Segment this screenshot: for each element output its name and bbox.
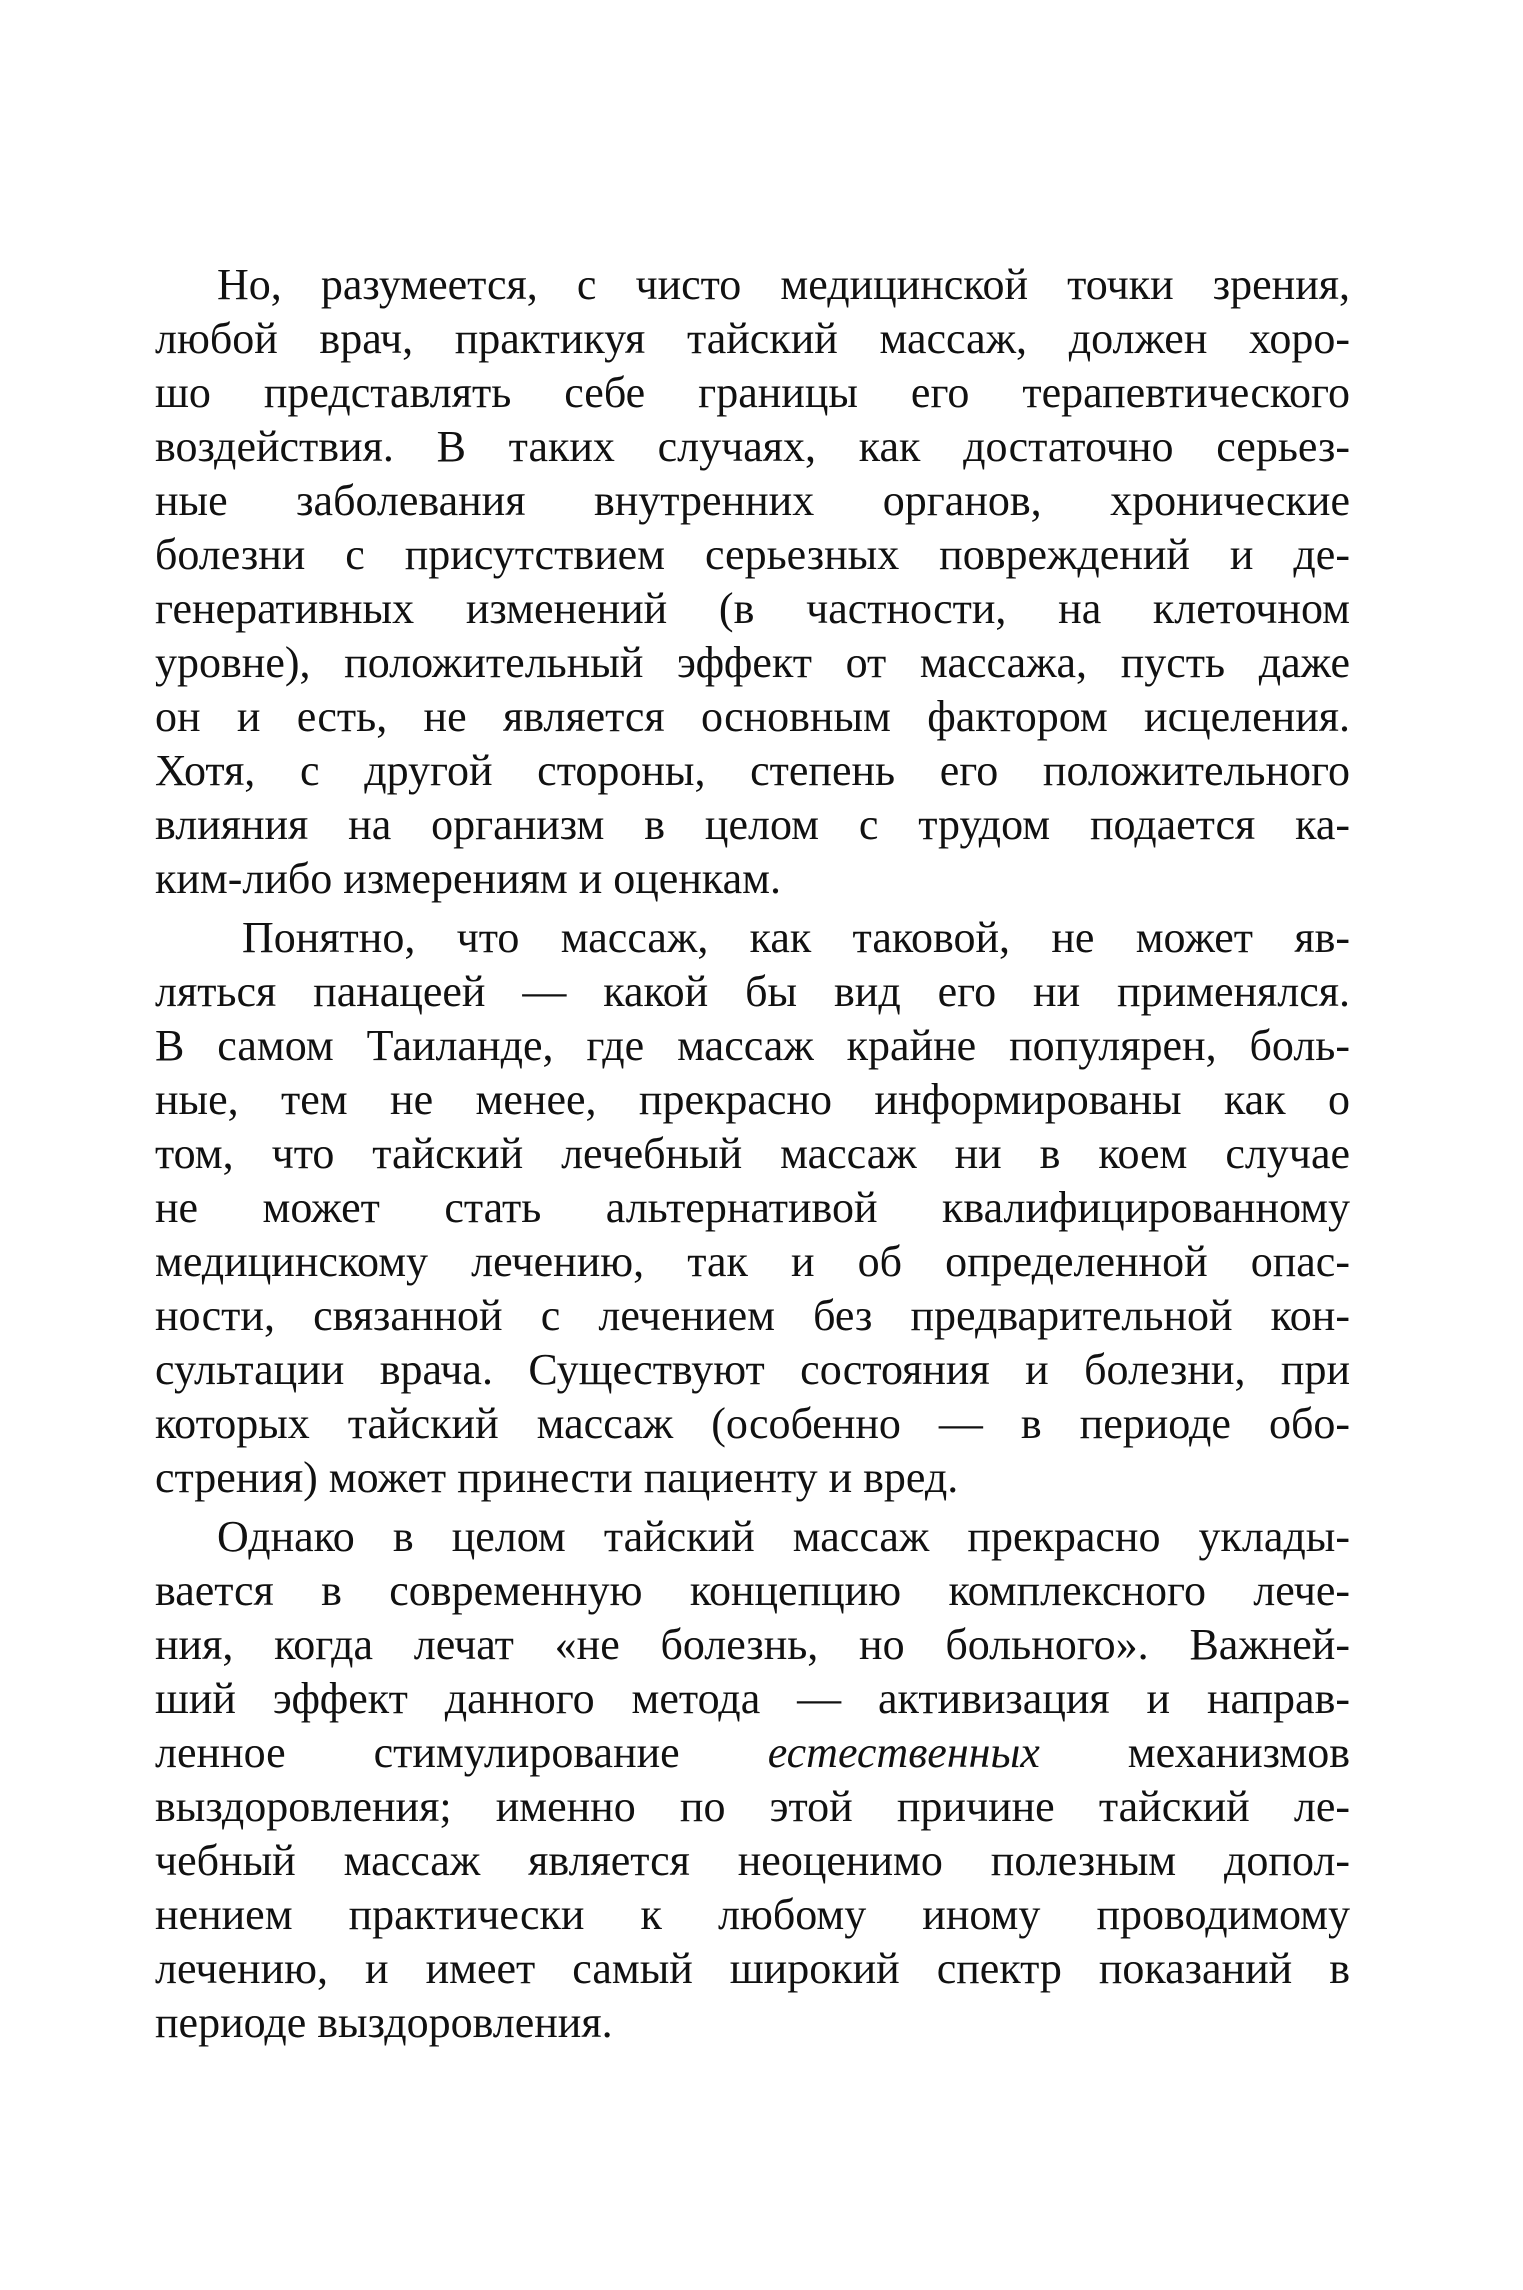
- text-line: ляться панацеей — какой бы вид его ни применялся.: [155, 967, 1350, 1016]
- text-line: Понятно, что массаж, как таковой, не может яв-: [242, 913, 1350, 962]
- paragraph-2: [155, 911, 1350, 1505]
- text-line: выздоровления; именно по этой причине тайский ле-: [155, 1782, 1350, 1831]
- text-line: болезни с присутствием серьезных повреждений и де-: [155, 530, 1350, 579]
- text-line-mixed: [155, 1726, 1350, 1780]
- text-line: вается в современную концепцию комплексного лече-: [155, 1566, 1350, 1615]
- text-line: генеративных изменений (в частности, на клеточном: [155, 584, 1350, 633]
- text-line: ким-либо измерениям и оценкам.: [155, 854, 781, 903]
- text-line: медицинскому лечению, так и об определенной опас-: [155, 1237, 1350, 1286]
- text-line: ния, когда лечат «не болезнь, но больного». Важней-: [155, 1620, 1350, 1669]
- text-line: том, что тайский лечебный массаж ни в коем случае: [155, 1129, 1350, 1178]
- text-line: ший эффект данного метода — активизация и направ-: [155, 1674, 1350, 1723]
- text-line: ные, тем не менее, прекрасно информированы как о: [155, 1075, 1350, 1124]
- paragraph-3: [155, 1510, 1350, 2050]
- document-page: [155, 258, 1350, 2050]
- text-line: периоде выздоровления.: [155, 1998, 613, 2047]
- text-line: стрения) может принести пациенту и вред.: [155, 1453, 959, 1502]
- text-line: лечению, и имеет самый широкий спектр показаний в: [155, 1944, 1350, 1993]
- text-line: он и есть, не является основным фактором исцеления.: [155, 692, 1350, 741]
- text-line: уровне), положительный эффект от массажа, пусть даже: [155, 638, 1350, 687]
- text-line: сультации врача. Существуют состояния и болезни, при: [155, 1345, 1350, 1394]
- text-line: не может стать альтернативой квалифицированному: [155, 1183, 1350, 1232]
- text-segment: механизмов: [1127, 1728, 1351, 1777]
- italic-term: естественных: [767, 1728, 1040, 1777]
- text-line: Однако в целом тайский массаж прекрасно уклады-: [217, 1512, 1350, 1561]
- text-line: Но, разумеется, с чисто медицинской точки зрения,: [217, 260, 1350, 309]
- text-line: нением практически к любому иному проводимому: [155, 1890, 1350, 1939]
- text-line: влияния на организм в целом с трудом подается ка-: [155, 800, 1350, 849]
- text-line: которых тайский массаж (особенно — в периоде обо-: [155, 1399, 1350, 1448]
- text-line: чебный массаж является неоценимо полезным допол-: [155, 1836, 1350, 1885]
- text-line: Хотя, с другой стороны, степень его положительного: [155, 746, 1350, 795]
- text-line: ности, связанной с лечением без предварительной кон-: [155, 1291, 1350, 1340]
- text-line: воздействия. В таких случаях, как достаточно серьез-: [155, 422, 1350, 471]
- text-line: любой врач, практикуя тайский массаж, должен хоро-: [155, 314, 1350, 363]
- text-line: ные заболевания внутренних органов, хронические: [155, 476, 1350, 525]
- paragraph-1: [155, 258, 1350, 906]
- text-line: В самом Таиланде, где массаж крайне популярен, боль-: [155, 1021, 1350, 1070]
- text-segment: ленное стимулирование: [155, 1728, 680, 1777]
- text-line: шо представлять себе границы его терапевтического: [155, 368, 1350, 417]
